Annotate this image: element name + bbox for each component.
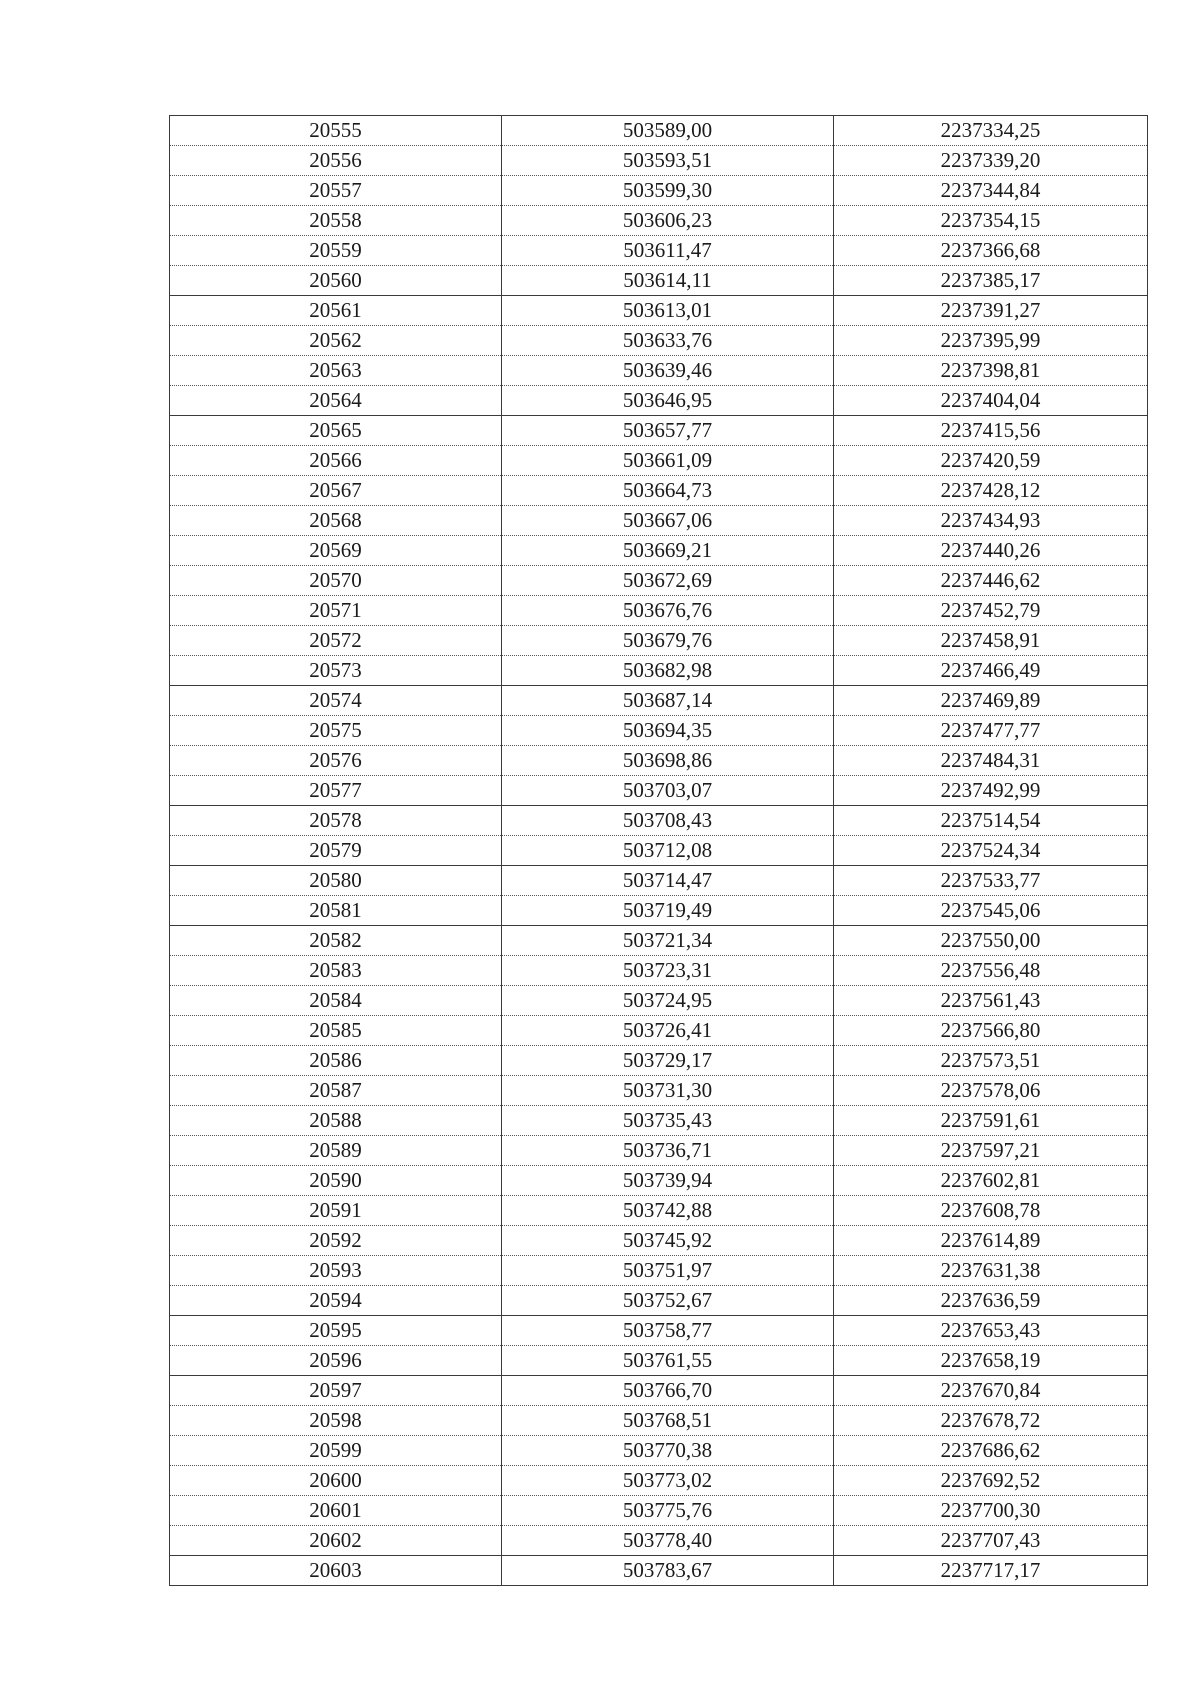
x-coordinate-cell: 503736,71 xyxy=(502,1136,834,1166)
y-coordinate-cell: 2237404,04 xyxy=(834,386,1148,416)
y-coordinate-cell: 2237631,38 xyxy=(834,1256,1148,1286)
y-coordinate-cell: 2237573,51 xyxy=(834,1046,1148,1076)
x-coordinate-cell: 503694,35 xyxy=(502,716,834,746)
x-coordinate-cell: 503712,08 xyxy=(502,836,834,866)
table-row xyxy=(170,1076,1148,1106)
table-row xyxy=(170,836,1148,866)
x-coordinate-cell: 503676,76 xyxy=(502,596,834,626)
point-number-cell: 20576 xyxy=(170,746,502,776)
y-coordinate-cell: 2237614,89 xyxy=(834,1226,1148,1256)
point-number-cell: 20570 xyxy=(170,566,502,596)
table-row xyxy=(170,1286,1148,1316)
table-row xyxy=(170,446,1148,476)
y-coordinate-cell: 2237556,48 xyxy=(834,956,1148,986)
point-number-cell: 20600 xyxy=(170,1466,502,1496)
x-coordinate-cell: 503742,88 xyxy=(502,1196,834,1226)
point-number-cell: 20587 xyxy=(170,1076,502,1106)
x-coordinate-cell: 503708,43 xyxy=(502,806,834,836)
y-coordinate-cell: 2237533,77 xyxy=(834,866,1148,896)
table-row xyxy=(170,956,1148,986)
table-row xyxy=(170,1526,1148,1556)
x-coordinate-cell: 503664,73 xyxy=(502,476,834,506)
table-row xyxy=(170,1466,1148,1496)
table-row xyxy=(170,1496,1148,1526)
x-coordinate-cell: 503731,30 xyxy=(502,1076,834,1106)
x-coordinate-cell: 503672,69 xyxy=(502,566,834,596)
x-coordinate-cell: 503726,41 xyxy=(502,1016,834,1046)
point-number-cell: 20556 xyxy=(170,146,502,176)
point-number-cell: 20584 xyxy=(170,986,502,1016)
table-row xyxy=(170,176,1148,206)
y-coordinate-cell: 2237440,26 xyxy=(834,536,1148,566)
y-coordinate-cell: 2237484,31 xyxy=(834,746,1148,776)
x-coordinate-cell: 503770,38 xyxy=(502,1436,834,1466)
y-coordinate-cell: 2237707,43 xyxy=(834,1526,1148,1556)
y-coordinate-cell: 2237597,21 xyxy=(834,1136,1148,1166)
table-row xyxy=(170,1046,1148,1076)
table-row xyxy=(170,656,1148,686)
table-row xyxy=(170,866,1148,896)
table-row xyxy=(170,416,1148,446)
x-coordinate-cell: 503721,34 xyxy=(502,926,834,956)
point-number-cell: 20561 xyxy=(170,296,502,326)
x-coordinate-cell: 503657,77 xyxy=(502,416,834,446)
y-coordinate-cell: 2237395,99 xyxy=(834,326,1148,356)
point-number-cell: 20560 xyxy=(170,266,502,296)
y-coordinate-cell: 2237692,52 xyxy=(834,1466,1148,1496)
x-coordinate-cell: 503679,76 xyxy=(502,626,834,656)
x-coordinate-cell: 503724,95 xyxy=(502,986,834,1016)
point-number-cell: 20599 xyxy=(170,1436,502,1466)
point-number-cell: 20574 xyxy=(170,686,502,716)
table-row xyxy=(170,1016,1148,1046)
x-coordinate-cell: 503606,23 xyxy=(502,206,834,236)
x-coordinate-cell: 503669,21 xyxy=(502,536,834,566)
point-number-cell: 20565 xyxy=(170,416,502,446)
table-row xyxy=(170,1436,1148,1466)
table-row xyxy=(170,1196,1148,1226)
x-coordinate-cell: 503611,47 xyxy=(502,236,834,266)
y-coordinate-cell: 2237446,62 xyxy=(834,566,1148,596)
x-coordinate-cell: 503646,95 xyxy=(502,386,834,416)
point-number-cell: 20581 xyxy=(170,896,502,926)
point-number-cell: 20575 xyxy=(170,716,502,746)
y-coordinate-cell: 2237334,25 xyxy=(834,116,1148,146)
point-number-cell: 20590 xyxy=(170,1166,502,1196)
point-number-cell: 20572 xyxy=(170,626,502,656)
x-coordinate-cell: 503778,40 xyxy=(502,1526,834,1556)
table-row xyxy=(170,986,1148,1016)
point-number-cell: 20592 xyxy=(170,1226,502,1256)
y-coordinate-cell: 2237391,27 xyxy=(834,296,1148,326)
x-coordinate-cell: 503613,01 xyxy=(502,296,834,326)
y-coordinate-cell: 2237452,79 xyxy=(834,596,1148,626)
point-number-cell: 20559 xyxy=(170,236,502,266)
y-coordinate-cell: 2237717,17 xyxy=(834,1556,1148,1586)
table-row xyxy=(170,476,1148,506)
y-coordinate-cell: 2237477,77 xyxy=(834,716,1148,746)
x-coordinate-cell: 503729,17 xyxy=(502,1046,834,1076)
table-row xyxy=(170,266,1148,296)
x-coordinate-cell: 503589,00 xyxy=(502,116,834,146)
table-row xyxy=(170,1166,1148,1196)
point-number-cell: 20571 xyxy=(170,596,502,626)
point-number-cell: 20555 xyxy=(170,116,502,146)
table-row xyxy=(170,1226,1148,1256)
table-row xyxy=(170,296,1148,326)
y-coordinate-cell: 2237578,06 xyxy=(834,1076,1148,1106)
x-coordinate-cell: 503682,98 xyxy=(502,656,834,686)
x-coordinate-cell: 503768,51 xyxy=(502,1406,834,1436)
y-coordinate-cell: 2237658,19 xyxy=(834,1346,1148,1376)
table-row xyxy=(170,1136,1148,1166)
y-coordinate-cell: 2237420,59 xyxy=(834,446,1148,476)
y-coordinate-cell: 2237550,00 xyxy=(834,926,1148,956)
table-row xyxy=(170,1256,1148,1286)
table-row xyxy=(170,776,1148,806)
point-number-cell: 20589 xyxy=(170,1136,502,1166)
point-number-cell: 20563 xyxy=(170,356,502,386)
point-number-cell: 20557 xyxy=(170,176,502,206)
point-number-cell: 20593 xyxy=(170,1256,502,1286)
x-coordinate-cell: 503773,02 xyxy=(502,1466,834,1496)
table-row xyxy=(170,896,1148,926)
table-row xyxy=(170,1556,1148,1586)
y-coordinate-cell: 2237354,15 xyxy=(834,206,1148,236)
y-coordinate-cell: 2237469,89 xyxy=(834,686,1148,716)
table-row xyxy=(170,1406,1148,1436)
y-coordinate-cell: 2237344,84 xyxy=(834,176,1148,206)
point-number-cell: 20586 xyxy=(170,1046,502,1076)
table-row xyxy=(170,236,1148,266)
coordinates-table xyxy=(169,115,1148,1586)
point-number-cell: 20567 xyxy=(170,476,502,506)
point-number-cell: 20562 xyxy=(170,326,502,356)
y-coordinate-cell: 2237636,59 xyxy=(834,1286,1148,1316)
y-coordinate-cell: 2237458,91 xyxy=(834,626,1148,656)
table-row xyxy=(170,1346,1148,1376)
y-coordinate-cell: 2237653,43 xyxy=(834,1316,1148,1346)
x-coordinate-cell: 503703,07 xyxy=(502,776,834,806)
y-coordinate-cell: 2237428,12 xyxy=(834,476,1148,506)
y-coordinate-cell: 2237385,17 xyxy=(834,266,1148,296)
point-number-cell: 20601 xyxy=(170,1496,502,1526)
x-coordinate-cell: 503752,67 xyxy=(502,1286,834,1316)
x-coordinate-cell: 503714,47 xyxy=(502,866,834,896)
x-coordinate-cell: 503766,70 xyxy=(502,1376,834,1406)
x-coordinate-cell: 503723,31 xyxy=(502,956,834,986)
x-coordinate-cell: 503593,51 xyxy=(502,146,834,176)
table-row xyxy=(170,566,1148,596)
table-row xyxy=(170,356,1148,386)
x-coordinate-cell: 503667,06 xyxy=(502,506,834,536)
point-number-cell: 20595 xyxy=(170,1316,502,1346)
point-number-cell: 20602 xyxy=(170,1526,502,1556)
table-row xyxy=(170,716,1148,746)
x-coordinate-cell: 503739,94 xyxy=(502,1166,834,1196)
point-number-cell: 20583 xyxy=(170,956,502,986)
point-number-cell: 20594 xyxy=(170,1286,502,1316)
y-coordinate-cell: 2237398,81 xyxy=(834,356,1148,386)
table-row xyxy=(170,146,1148,176)
point-number-cell: 20564 xyxy=(170,386,502,416)
table-row xyxy=(170,686,1148,716)
point-number-cell: 20597 xyxy=(170,1376,502,1406)
y-coordinate-cell: 2237492,99 xyxy=(834,776,1148,806)
table-row xyxy=(170,506,1148,536)
table-row xyxy=(170,116,1148,146)
y-coordinate-cell: 2237415,56 xyxy=(834,416,1148,446)
x-coordinate-cell: 503783,67 xyxy=(502,1556,834,1586)
point-number-cell: 20603 xyxy=(170,1556,502,1586)
y-coordinate-cell: 2237602,81 xyxy=(834,1166,1148,1196)
y-coordinate-cell: 2237366,68 xyxy=(834,236,1148,266)
y-coordinate-cell: 2237545,06 xyxy=(834,896,1148,926)
x-coordinate-cell: 503698,86 xyxy=(502,746,834,776)
x-coordinate-cell: 503761,55 xyxy=(502,1346,834,1376)
x-coordinate-cell: 503758,77 xyxy=(502,1316,834,1346)
table-row xyxy=(170,806,1148,836)
x-coordinate-cell: 503599,30 xyxy=(502,176,834,206)
y-coordinate-cell: 2237524,34 xyxy=(834,836,1148,866)
table-row xyxy=(170,926,1148,956)
point-number-cell: 20569 xyxy=(170,536,502,566)
y-coordinate-cell: 2237678,72 xyxy=(834,1406,1148,1436)
y-coordinate-cell: 2237514,54 xyxy=(834,806,1148,836)
y-coordinate-cell: 2237561,43 xyxy=(834,986,1148,1016)
table-row xyxy=(170,536,1148,566)
point-number-cell: 20588 xyxy=(170,1106,502,1136)
x-coordinate-cell: 503751,97 xyxy=(502,1256,834,1286)
table-row xyxy=(170,386,1148,416)
table-row xyxy=(170,1376,1148,1406)
y-coordinate-cell: 2237686,62 xyxy=(834,1436,1148,1466)
table-row xyxy=(170,1106,1148,1136)
y-coordinate-cell: 2237339,20 xyxy=(834,146,1148,176)
point-number-cell: 20585 xyxy=(170,1016,502,1046)
y-coordinate-cell: 2237608,78 xyxy=(834,1196,1148,1226)
x-coordinate-cell: 503735,43 xyxy=(502,1106,834,1136)
table-row xyxy=(170,206,1148,236)
x-coordinate-cell: 503687,14 xyxy=(502,686,834,716)
x-coordinate-cell: 503775,76 xyxy=(502,1496,834,1526)
y-coordinate-cell: 2237670,84 xyxy=(834,1376,1148,1406)
point-number-cell: 20573 xyxy=(170,656,502,686)
point-number-cell: 20568 xyxy=(170,506,502,536)
y-coordinate-cell: 2237466,49 xyxy=(834,656,1148,686)
point-number-cell: 20558 xyxy=(170,206,502,236)
table-row xyxy=(170,596,1148,626)
point-number-cell: 20582 xyxy=(170,926,502,956)
y-coordinate-cell: 2237434,93 xyxy=(834,506,1148,536)
y-coordinate-cell: 2237700,30 xyxy=(834,1496,1148,1526)
point-number-cell: 20579 xyxy=(170,836,502,866)
coordinates-table-body xyxy=(170,116,1148,1586)
table-row xyxy=(170,1316,1148,1346)
point-number-cell: 20598 xyxy=(170,1406,502,1436)
x-coordinate-cell: 503633,76 xyxy=(502,326,834,356)
point-number-cell: 20577 xyxy=(170,776,502,806)
point-number-cell: 20578 xyxy=(170,806,502,836)
point-number-cell: 20566 xyxy=(170,446,502,476)
table-row xyxy=(170,626,1148,656)
x-coordinate-cell: 503661,09 xyxy=(502,446,834,476)
x-coordinate-cell: 503745,92 xyxy=(502,1226,834,1256)
x-coordinate-cell: 503639,46 xyxy=(502,356,834,386)
point-number-cell: 20596 xyxy=(170,1346,502,1376)
table-row xyxy=(170,746,1148,776)
point-number-cell: 20580 xyxy=(170,866,502,896)
x-coordinate-cell: 503719,49 xyxy=(502,896,834,926)
y-coordinate-cell: 2237591,61 xyxy=(834,1106,1148,1136)
table-row xyxy=(170,326,1148,356)
y-coordinate-cell: 2237566,80 xyxy=(834,1016,1148,1046)
x-coordinate-cell: 503614,11 xyxy=(502,266,834,296)
point-number-cell: 20591 xyxy=(170,1196,502,1226)
